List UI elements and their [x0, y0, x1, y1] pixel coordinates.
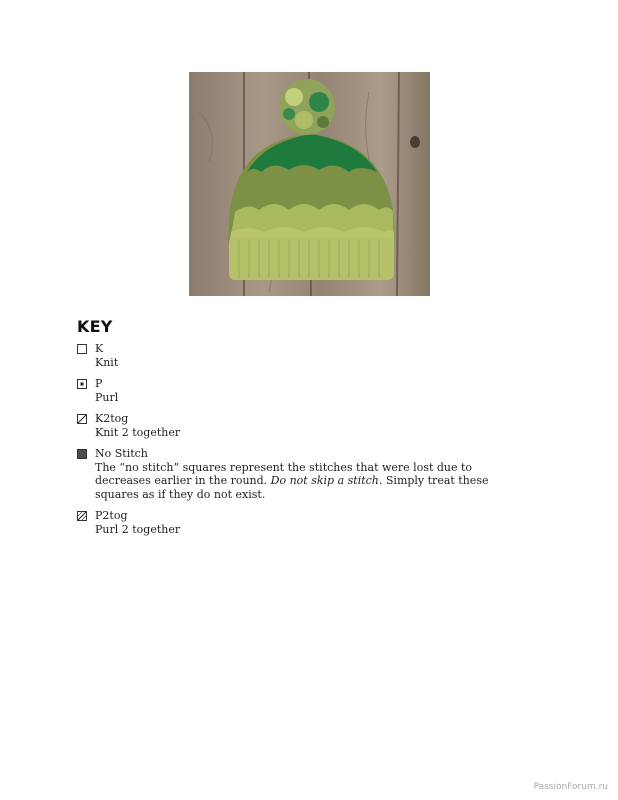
key-list [77, 342, 517, 544]
key-heading: KEY [77, 317, 113, 336]
key-item-purl [77, 377, 517, 404]
key-abbr: No Stitch [95, 447, 148, 460]
knit-square-icon [77, 344, 87, 354]
hat-photo [189, 72, 430, 296]
key-desc: Purl [95, 390, 119, 404]
knitted-hat-photo [189, 72, 430, 296]
key-item-no-stitch [77, 447, 517, 501]
watermark: PassionForum.ru [533, 782, 608, 792]
key-item-p2tog [77, 509, 517, 536]
key-desc-part1: The “no stitch” squares represent the stitches that were lost due to decreases earlier in the round. [95, 460, 473, 487]
key-abbr: P [95, 377, 103, 390]
key-abbr: K [95, 342, 104, 355]
purl-dot-square-icon [77, 379, 87, 389]
key-abbr: K2tog [95, 412, 129, 425]
no-stitch-filled-square-icon [77, 449, 87, 459]
key-desc: Knit 2 together [95, 425, 181, 439]
p2tog-hatched-square-icon [77, 511, 87, 521]
key-item-knit [77, 342, 517, 369]
key-item-k2tog [77, 412, 517, 439]
key-desc [95, 461, 517, 502]
key-desc: Knit [95, 355, 119, 369]
key-desc: Purl 2 together [95, 522, 181, 536]
key-desc-part2: . Simply treat these squares as if they do not exist. [95, 474, 489, 501]
key-abbr: P2tog [95, 509, 128, 522]
key-desc-emphasis: Do not skip a stitch [270, 474, 379, 487]
k2tog-slash-square-icon [77, 414, 87, 424]
